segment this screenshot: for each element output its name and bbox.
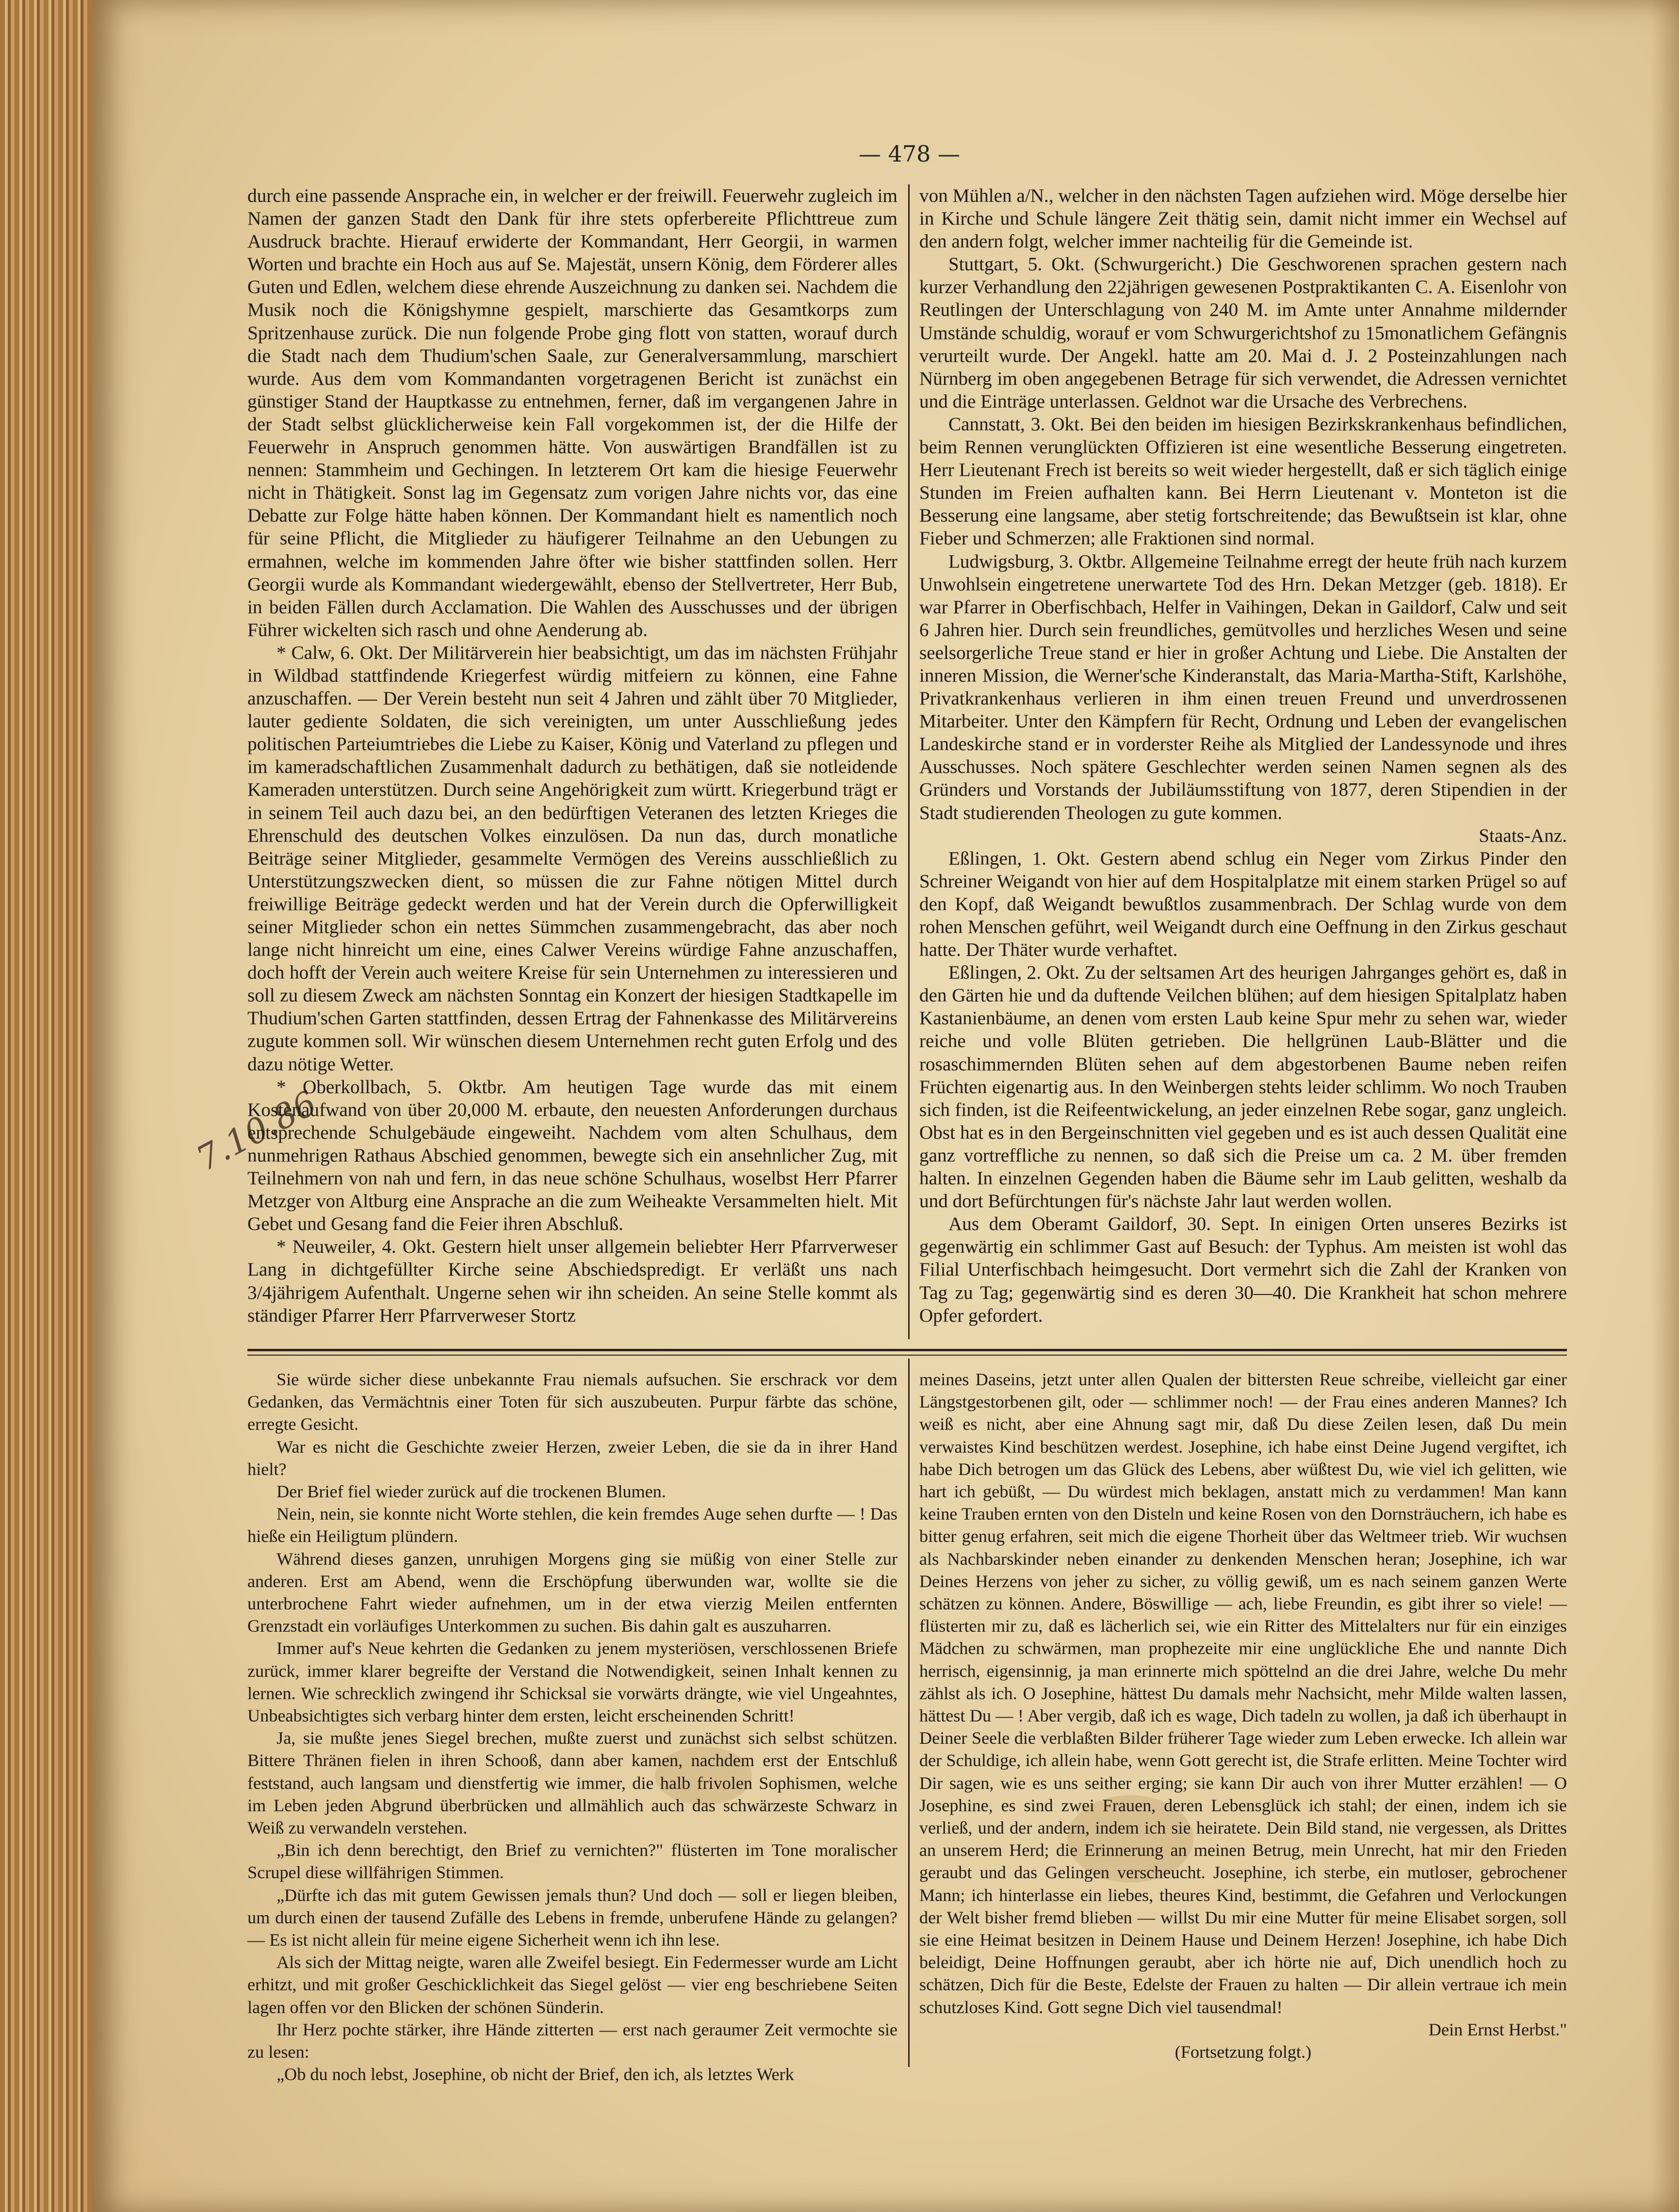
paragraph: Staats-Anz. [1479,825,1567,846]
paragraph: „Bin ich denn berechtigt, den Brief zu vernichten?" flüsterten im Tone moralischer Scrupel diese willfährigen Stimmen. [247,1840,897,1883]
page-number: — 478 — [859,141,961,167]
column-divider [908,184,910,1339]
news-column-left [247,184,897,1327]
paragraph: Ludwigsburg, 3. Oktbr. Allgemeine Teilnahme erregt der heute früh nach kurzem Unwohlsein eingetretene unerwartete Tod des Hrn. Dekan Metzger (geb. 1818). Er war Pfarrer in Oberfischbach, Helfer in Vaihingen, Dekan in Gaildorf, Calw und seit 6 Jahren hier. Durch sein freundliches, gemütvolles und herzliches Wesen und seine seelsorgerliche Treue stand er hier in großer Achtung und Liebe. Die Anstalten der inneren Mission, die Werner'sche Kinderanstalt, das Maria-Martha-Stift, Karlshöhe, Privatkrankenhaus verlieren in ihm einen treuen Freund und unverdrossenen Mitarbeiter. Unter den Kämpfern für Recht, Ordnung und Leben der evangelischen Landeskirche stand er in vorderster Reihe als Mitglied der Landessynode und ihres Ausschusses. Noch spätere Geschlechter werden seinen Namen segnen als des Gründers und Vorstands der Jubiläumsstiftung von 1877, deren Stipendien in der Stadt studierenden Theologen zu gute kommen. [919,551,1567,823]
paragraph: „Ob du noch lebst, Josephine, ob nicht der Brief, den ich, als letztes Werk [277,2065,794,2084]
paragraph: Immer auf's Neue kehrten die Gedanken zu jenem mysteriösen, verschlossenen Briefe zurück, immer klarer begreifte der Verstand die Notwendigkeit, seinen Inhalt kennen zu lernen. Wie schrecklich zwingend ihr Schicksal sie vorwärts drängte, wie viel Ungeahntes, Unbeabsichtigtes sich verbarg hinter dem ersten, leicht erscheinenden Schritt! [247,1639,897,1726]
paragraph: meines Daseins, jetzt unter allen Qualen der bittersten Reue schreibe, vielleicht gar einer Längstgestorbenen gilt, oder — schlimmer noch! — der Frau eines anderen Mannes? Ich weiß es nicht, aber eine Ahnung sagt mir, daß Du diese Zeilen lesen, daß Du mein verwaistes Kind beschützen werdest. Josephine, ich habe einst Deine Jugend vergiftet, ich habe Dich betrogen um das Glück des Lebens, aber wüßtest Du, wie viel ich gelitten, wie hart ich gebüßt, — Du würdest mich beklagen, anstatt mich zu verdammen! Man kann keine Trauben ernten von den Disteln und keine Rosen von den Dornsträuchern, ich habe es bitter genug erfahren, seit mich die eigene Thorheit über das Weltmeer trieb. Wir wuchsen als Nachbarskinder neben einander zu denkenden Menschen heran; Josephine, ich war Deines Herzens von jeher zu sicher, zu völlig gewiß, um es nach seinem ganzen Werte schätzen zu können. Andere, Böswillige — ach, liebe Freundin, es gibt ihrer so viele! — flüsterten mir zu, daß es lächerlich sei, wie ein Ritter des Mittelalters nur für ein einziges Mädchen zu schwärmen, man prophezeite mir eine unglückliche Ehe und nannte Dich herrisch, eigensinnig, ja man erinnerte mich spöttelnd an die drei Jahre, welche Du mehr zählst als ich. O Josephine, hättest Du damals mehr Nachsicht, mehr Milde walten lassen, hättest Du — ! Aber vergib, daß ich es wage, Dich tadeln zu wollen, ja daß ich überhaupt in Deiner Seele die verblaßten Bilder früherer Tage wieder zum Leben erwecke. Ich allein war der Schuldige, ich allein habe, wenn Gott gerecht ist, die Strafe erlitten. Meine Tochter wird Dir sagen, wie es uns seither erging; sie kann Dir auch von ihrer Mutter erzählen! — O Josephine, es sind zwei Frauen, deren Lebensglück ich stahl; der einen, indem ich sie verließ, und der andern, indem ich sie heiratete. Dein Bild stand, nie vergessen, als Drittes an unserem Herd; die Erinnerung an meinen Betrug, mein Unrecht, hat mir den Frieden geraubt und das Gelingen verscheucht. Josephine, ich sterbe, ein mutloser, gebrochener Mann; ich hinterlasse ein liebes, theures Kind, bestimmt, die Gefahren und Verlockungen der Welt bisher fremd blieben — willst Du mir eine Mutter für meine Elisabet sorgen, soll sie eine Heimat besitzen in Deinem Hause und Deinem Herzen! Josephine, ich habe Dich beleidigt, Deine Hoffnungen geraubt, aber ich hörte nie auf, Dich unendlich hoch zu schätzen, Dich für die Beste, Edelste der Frauen zu halten — Dir allein vertraue ich mein schutzloses Kind. Gott segne Dich viel tausendmal! [919,1370,1567,2017]
paragraph: „Dürfte ich das mit gutem Gewissen jemals thun? Und doch — soll er liegen bleiben, um durch einen der tausend Zufälle des Lebens in fremde, unberufene Hände zu gelangen? — Es ist nicht allein für meine eigene Sicherheit wenn ich ihn lese. [247,1885,897,1950]
section-divider [247,1349,1567,1351]
paragraph: Eßlingen, 1. Okt. Gestern abend schlug ein Neger vom Zirkus Pinder den Schreiner Weigandt von hier auf dem Hospitalplatze mit einem starken Prügel so auf den Kopf, daß Weigandt bewußtlos zusammenbrach. Der Schlag wurde von dem rohen Menschen geführt, weil Weigandt durch eine Oeffnung in den Zirkus geschaut hatte. Der Thäter wurde verhaftet. [919,848,1567,961]
paragraph: Während dieses ganzen, unruhigen Morgens ging sie müßig von einer Stelle zur anderen. Erst am Abend, wenn die Erschöpfung überwunden war, wollte sie die unterbrochene Fahrt wieder aufnehmen, um in der etwa vierzig Meilen entfernten Grenzstadt ein vorläufiges Unterkommen zu suchen. Bis dahin galt es auszuharren. [247,1549,897,1636]
paragraph: Sie würde sicher diese unbekannte Frau niemals aufsuchen. Sie erschrack vor dem Gedanken, das Vermächtnis einer Toten für sich auszubeuten. Purpur färbte das schöne, erregte Gesicht. [247,1370,897,1434]
serial-column-left [247,1368,897,2086]
paragraph: Ja, sie mußte jenes Siegel brechen, mußte zuerst und zunächst sich selbst schützen. Bittere Thränen fielen in ihren Schooß, dann aber kamen, nachdem erst der Entschluß feststand, auch langsam und dienstfertig wie immer, die halb frivolen Sophismen, welche im Leben jeden Abgrund überbrücken und allmählich auch das schwärzeste Schwarz in Weiß zu verwandeln verstehen. [247,1728,897,1838]
paragraph: Als sich der Mittag neigte, waren alle Zweifel besiegt. Ein Federmesser wurde am Licht erhitzt, und mit großer Geschicklichkeit das Siegel gelöst — vier eng beschriebene Seiten lagen offen vor den Blicken der schönen Sünderin. [247,1952,897,2017]
paragraph: Cannstatt, 3. Okt. Bei den beiden im hiesigen Bezirkskrankenhaus befindlichen, beim Rennen verunglückten Offizieren ist eine wesentliche Besserung eingetreten. Herr Lieutenant Frech ist bereits so weit wieder hergestellt, daß er sich täglich einige Stunden im Freien aufhalten kann. Bei Herrn Lieutenant v. Monteton ist die Besserung eine langsame, aber stetig fortschreitende; das Bewußtsein ist klar, ohne Fieber und Schmerzen; alle Fraktionen sind normal. [919,413,1567,549]
paragraph: * Oberkollbach, 5. Oktbr. Am heutigen Tage wurde das mit einem Kostenaufwand von über 20,000 M. erbaute, den neuesten Anforderungen durchaus entsprechende Schulgebäude eingeweiht. Nachdem vom alten Schulhaus, dem nunmehrigen Rathaus Abschied genommen, bewegte sich ein ansehnlicher Zug, mit Teilnehmern von nah und fern, in das neue schöne Schulhaus, woselbst Herr Pfarrer Metzger von Altburg eine Ansprache an die zum Weiheakte Versammelten hielt. Mit Gebet und Gesang fand die Feier ihren Abschluß. [247,1076,897,1235]
paragraph: Eßlingen, 2. Okt. Zu der seltsamen Art des heurigen Jahrganges gehört es, daß in den Gärten hie und da duftende Veilchen blühen; auf dem hiesigen Spitalplatz haben Kastanienbäume, an denen vom ersten Laub keine Spur mehr zu sehen war, wieder reiche und volle Blüten getrieben. Die hellgrünen Laub-Blätter und die rosaschimmernden Blüten sehen auf dem abgestorbenen Baume neben reifen Früchten eigenartig aus. In den Weinbergen stehts leider schlimm. Wo noch Trauben sich finden, ist die Reifeentwickelung, an jeder einzelnen Rebe sogar, ganz ungleich. Obst hat es in den Bergeinschnitten viel gegeben und es ist auch dessen Qualität eine ganz vortreffliche zu nennen, so daß sich die Preise um ca. 2 M. über fremden halten. In einzelnen Gegenden haben die Bäume sehr im Laub gelitten, weshalb da und dort Befürchtungen für's nächste Jahr laut werden wollen. [919,962,1567,1212]
paragraph: Dein Ernst Herbst." [1428,2019,1567,2039]
paragraph: Der Brief fiel wieder zurück auf die trockenen Blumen. [277,1482,666,1502]
news-column-right [919,184,1567,1327]
paragraph: Nein, nein, sie konnte nicht Worte stehlen, die kein fremdes Auge sehen durfte — ! Das hieße ein Heiligtum plündern. [247,1504,897,1546]
section-divider-thin [247,1355,1567,1356]
paragraph: * Calw, 6. Okt. Der Militärverein hier beabsichtigt, um das im nächsten Frühjahr in Wildbad stattfindende Kriegerfest würdig mitfeiern zu können, eine Fahne anzuschaffen. — Der Verein besteht nun seit 4 Jahren und zählt über 70 Mitglieder, lauter gediente Soldaten, die sich vereinigten, um unter Ausschließung jedes politischen Parteiumtriebes die Liebe zu Kaiser, König und Vaterland zu pflegen und im kameradschaftlichen Zusammenhalt dadurch zu bethätigen, daß sie notleidende Kameraden unterstützen. Durch seine Angehörigkeit zum württ. Kriegerbund trägt er in seinem Teil auch dazu bei, an den bedürftigen Veteranen des letzten Krieges die Ehrenschuld des deutschen Volkes einzulösen. Da nun das, durch monatliche Beiträge seiner Mitglieder, gesammelte Vermögen des Vereins ausschließlich zu Unterstützungszwecken dient, so müssen die zur Fahne nötigen Mittel durch freiwillige Beiträge gedeckt werden und hat der Verein durch die Opferwilligkeit seiner Mitglieder schon ein nettes Sümmchen zusammengebracht, das aber noch lange nicht hinreicht um eine, eines Calwer Vereins würdige Fahne anzuschaffen, doch hofft der Verein auch weitere Kreise für sein Unternehmen zu interessieren und soll zu diesem Zweck am nächsten Sonntag ein Konzert der hiesigen Stadtkapelle im Thudium'schen Garten stattfinden, dessen Ertrag der Fahnenkasse des Militärvereins zugute kommen soll. Wir wünschen diesem Unternehmen recht guten Erfolg und des dazu nötige Wetter. [247,642,897,1075]
page-edge-shadow [1650,0,1679,2212]
paragraph: * Neuweiler, 4. Okt. Gestern hielt unser allgemein beliebter Herr Pfarrverweser Lang in dichtgefüllter Kirche seine Abschiedspredigt. Er verläßt uns nach 3/4jährigem Aufenthalt. Ungerne sehen wir ihn scheiden. An seine Stelle kommt als ständiger Pfarrer Herr Pfarrverweser Stortz [247,1236,897,1326]
paragraph: durch eine passende Ansprache ein, in welcher er der freiwill. Feuerwehr zugleich im Namen der ganzen Stadt den Dank für ihre stets opferbereite Pflichttreue zum Ausdruck brachte. Hierauf erwiderte der Kommandant, Herr Georgii, in warmen Worten und brachte ein Hoch aus auf Se. Majestät, unsern König, dem Förderer alles Guten und Edlen, welchem diese ehrende Auszeichnung zu danken sei. Nachdem die Musik noch die Königshymne gespielt, marschierte das Gesamtkorps zum Spritzenhause zurück. Die nun folgende Probe ging flott von statten, worauf durch die Stadt nach dem Thudium'schen Saale, zur Generalversammlung, marschiert wurde. Aus dem vom Kommandanten vorgetragenen Bericht ist zunächst ein günstiger Stand der Hauptkasse zu entnehmen, ferner, daß im vergangenen Jahre in der Stadt selbst glücklicherweise kein Fall vorgekommen ist, der die Hilfe der Feuerwehr in Anspruch genommen hätte. Von auswärtigen Brandfällen ist zu nennen: Stammheim und Gechingen. In letzterem Ort kam die hiesige Feuerwehr nicht in Thätigkeit. Sonst lag im Gegensatz zum vorigen Jahre nichts vor, das eine Debatte zur Folge hätte haben können. Der Kommandant hielt es namentlich noch für seine Pflicht, die Mitglieder zu häufigerer Teilnahme an den Uebungen zu ermahnen, welche im kommenden Jahre öfter wie bisher stattfinden sollen. Herr Georgii wurde als Kommandant wiedergewählt, ebenso der Stellvertreter, Herr Bub, in beiden Fällen durch Acclamation. Die Wahlen des Ausschusses und der übrigen Führer wickelten sich rasch und ohne Aenderung ab. [247,185,897,640]
paragraph: Ihr Herz pochte stärker, ihre Hände zitterten — erst nach geraumer Zeit vermochte sie zu lesen: [247,2019,897,2062]
paragraph: Aus dem Oberamt Gaildorf, 30. Sept. In einigen Orten unseres Bezirks ist gegenwärtig ein schlimmer Gast auf Besuch: der Typhus. Am meisten ist wohl das Filial Unterfischbach heimgesucht. Dort vermehrt sich die Zahl der Kranken von Tag zu Tag; gegenwärtig sind es deren 30—40. Die Krankheit hat schon mehrere Opfer gefordert. [919,1213,1567,1326]
column-divider [908,1359,910,2067]
handwritten-margin-note: 7.10.86 [190,1083,323,1179]
paragraph: (Fortsetzung folgt.) [1174,2042,1312,2062]
paragraph: War es nicht die Geschichte zweier Herzen, zweier Leben, die sie da in ihrer Hand hielt? [247,1437,897,1479]
paragraph: Stuttgart, 5. Okt. (Schwurgericht.) Die Geschworenen sprachen gestern nach kurzer Verhandlung den 22jährigen gewesenen Postpraktikanten C. A. Eisenlohr von Reutlingen der Unterschlagung von 240 M. im Amte unter Annahme mildernder Umstände schuldig, worauf er vom Schwurgerichtshof zu 15monatlichem Gefängnis verurteilt wurde. Der Angekl. hatte am 20. Mai d. J. 2 Posteinzahlungen nach Nürnberg im oben angegebenen Betrage für sich verwendet, die Adressen vernichtet und die Einträge unterlassen. Geldnot war die Ursache des Verbrechens. [919,254,1567,412]
serial-column-right [919,1368,1567,2063]
paragraph: von Mühlen a/N., welcher in den nächsten Tagen aufziehen wird. Möge derselbe hier in Kirche und Schule längere Zeit thätig sein, damit nicht immer ein Wechsel auf den andern folgt, welcher immer nachteilig für die Gemeinde ist. [919,185,1567,252]
